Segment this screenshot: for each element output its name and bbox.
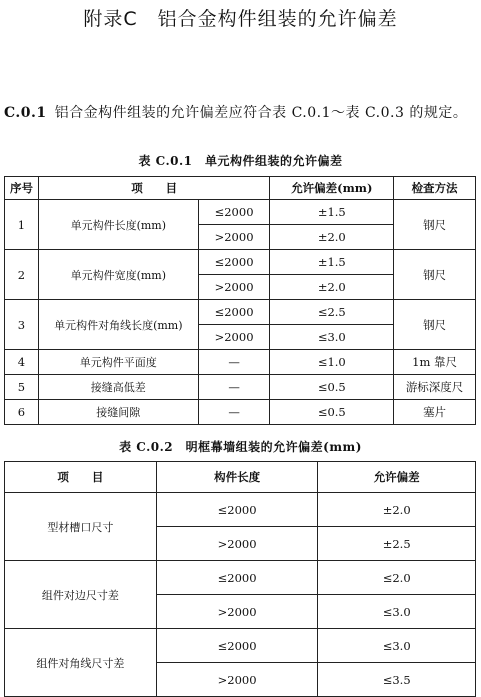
col-header-method: 检查方法 <box>394 177 476 200</box>
tolerance-cell: ≤3.0 <box>318 629 476 663</box>
method-cell: 游标深度尺 <box>394 375 476 400</box>
length-cell: >2000 <box>156 595 318 629</box>
row-number: 5 <box>5 375 39 400</box>
tolerance-cell: ≤2.5 <box>270 300 394 325</box>
table-row <box>5 300 476 325</box>
row-number: 1 <box>5 200 39 250</box>
tolerance-cell: ≤0.5 <box>270 400 394 425</box>
table-c02 <box>4 461 476 697</box>
table-row <box>5 250 476 275</box>
appendix-title: 附录C 铝合金构件组装的允许偏差 <box>83 8 398 30</box>
tolerance-cell: ±2.0 <box>270 275 394 300</box>
col-header-tolerance: 允许偏差 <box>318 462 476 493</box>
tolerance-cell: ≤3.0 <box>270 325 394 350</box>
method-cell: 塞片 <box>394 400 476 425</box>
row-number: 4 <box>5 350 39 375</box>
method-cell: 钢尺 <box>394 200 476 250</box>
tolerance-cell: ±2.5 <box>318 527 476 561</box>
table-row <box>5 400 476 425</box>
table-row <box>5 350 476 375</box>
item-label: 组件对边尺寸差 <box>5 561 157 629</box>
table-header-row <box>5 177 476 200</box>
item-label: 单元构件长度(mm) <box>38 200 198 250</box>
tolerance-cell: ±2.0 <box>270 225 394 250</box>
clause-number: C.0.1 <box>4 105 47 121</box>
col-header-tolerance: 允许偏差(mm) <box>270 177 394 200</box>
table-c01 <box>4 176 476 425</box>
tolerance-cell: ≤1.0 <box>270 350 394 375</box>
row-number: 2 <box>5 250 39 300</box>
item-label: 接缝间隙 <box>38 400 198 425</box>
table-row <box>5 561 476 595</box>
tolerance-cell: ≤2.0 <box>318 561 476 595</box>
tolerance-cell: ≤0.5 <box>270 375 394 400</box>
length-cell: >2000 <box>156 663 318 697</box>
condition-cell: >2000 <box>198 275 270 300</box>
length-cell: ≤2000 <box>156 493 318 527</box>
item-label: 型材槽口尺寸 <box>5 493 157 561</box>
method-cell: 1m 靠尺 <box>394 350 476 375</box>
length-cell: ≤2000 <box>156 561 318 595</box>
col-header-length: 构件长度 <box>156 462 318 493</box>
tolerance-cell: ±1.5 <box>270 250 394 275</box>
col-header-no: 序号 <box>5 177 39 200</box>
row-number: 3 <box>5 300 39 350</box>
table-row <box>5 375 476 400</box>
table-row <box>5 629 476 663</box>
condition-cell: ≤2000 <box>198 300 270 325</box>
tolerance-cell: ±1.5 <box>270 200 394 225</box>
condition-cell: — <box>198 375 270 400</box>
length-cell: ≤2000 <box>156 629 318 663</box>
clause-paragraph <box>4 100 476 126</box>
table-row <box>5 493 476 527</box>
condition-cell: >2000 <box>198 225 270 250</box>
col-header-item: 项 目 <box>5 462 157 493</box>
clause-text: 铝合金构件组装的允许偏差应符合表 C.0.1～表 C.0.3 的规定。 <box>54 105 468 121</box>
condition-cell: >2000 <box>198 325 270 350</box>
condition-cell: — <box>198 400 270 425</box>
row-number: 6 <box>5 400 39 425</box>
condition-cell: ≤2000 <box>198 200 270 225</box>
condition-cell: — <box>198 350 270 375</box>
table1-caption: 表 C.0.1 单元构件组装的允许偏差 <box>138 154 343 168</box>
table-header-row <box>5 462 476 493</box>
item-label: 单元构件对角线长度(mm) <box>38 300 198 350</box>
table-row <box>5 200 476 225</box>
item-label: 组件对角线尺寸差 <box>5 629 157 697</box>
length-cell: >2000 <box>156 527 318 561</box>
tolerance-cell: ≤3.5 <box>318 663 476 697</box>
method-cell: 钢尺 <box>394 300 476 350</box>
condition-cell: ≤2000 <box>198 250 270 275</box>
col-header-item: 项 目 <box>38 177 270 200</box>
item-label: 单元构件平面度 <box>38 350 198 375</box>
method-cell: 钢尺 <box>394 250 476 300</box>
table2-caption: 表 C.0.2 明框幕墙组装的允许偏差(mm) <box>119 440 362 454</box>
item-label: 单元构件宽度(mm) <box>38 250 198 300</box>
tolerance-cell: ±2.0 <box>318 493 476 527</box>
item-label: 接缝高低差 <box>38 375 198 400</box>
tolerance-cell: ≤3.0 <box>318 595 476 629</box>
